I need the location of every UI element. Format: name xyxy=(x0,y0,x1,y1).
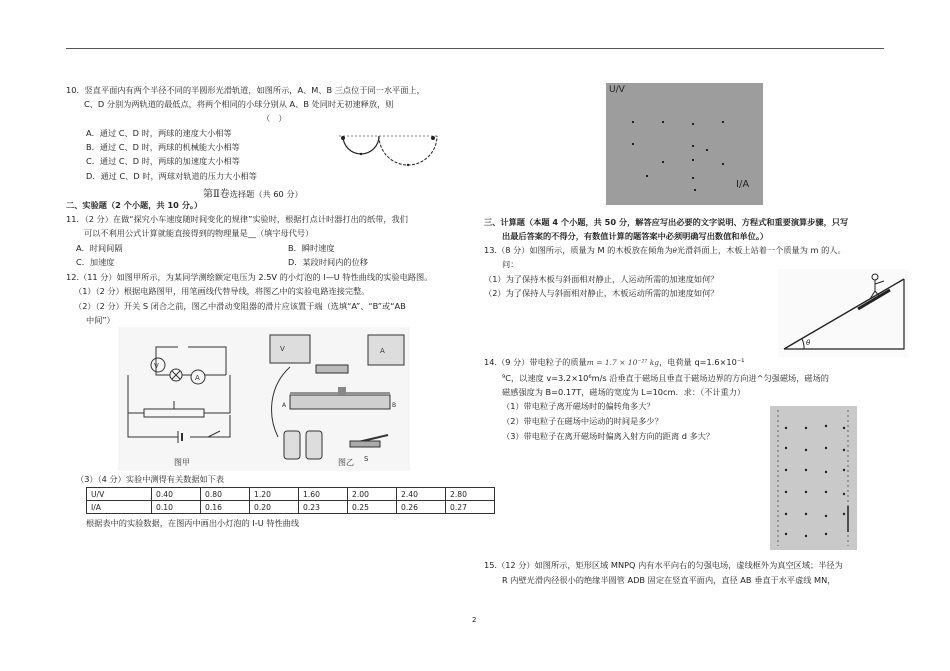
q14-line3: 磁感强度为 B=0.17T，磁场的宽度为 L=10cm．求：（不计重力） xyxy=(502,387,746,397)
svg-text:V: V xyxy=(280,345,285,353)
grid-dot xyxy=(646,175,648,177)
grid-dot xyxy=(632,121,634,123)
q11-option-c: C．加速度 xyxy=(76,257,115,267)
q15-line2: R 内壁光滑内径很小的绝缘半圆管 ADB 固定在竖直平面内，直径 AB 垂直于水平虚线 MN， xyxy=(502,575,836,585)
q13-sub1: （1）为了保持木板与斜面相对静止，人运动所需的加速度如何？ xyxy=(484,274,719,284)
header-rule xyxy=(66,48,884,49)
q14-line2: ⁹C，以速度 v=3.2×10⁶m/s 沿垂直于磁场且垂直于磁场边界的方向进^匀强磁场，磁场的 xyxy=(502,373,829,383)
calc-heading-line2: 出最后答案的不得分，有数值计算的题答案中必须明确写出数值和单位。） xyxy=(502,231,769,241)
q11-option-d: D．某段时间内的位移 xyxy=(288,257,368,267)
svg-text:S: S xyxy=(364,455,369,463)
q11-option-b: B．瞬时速度 xyxy=(288,243,335,253)
page-number: 2 xyxy=(472,616,477,624)
table-cell: 2.80 xyxy=(446,488,495,501)
q10-option-c: C．通过 C、D 时，两球的加速度大小相等 xyxy=(86,156,240,166)
magnetic-field-figure xyxy=(770,406,857,550)
q15-line1: 15.（12 分）如图所示，矩形区域 MNPQ 内有水平向右的匀强电场，虚线框外为真空区域；半径为 xyxy=(484,560,843,570)
plot-y-label: U/V xyxy=(609,85,625,95)
figure-yi-label: 图乙 xyxy=(338,458,354,467)
q12-line6: 根据表中的实验数据，在图丙中画出小灯泡的 I-U 特性曲线 xyxy=(86,518,300,528)
q12-line1: 12.（11 分）如图甲所示，为某同学测绘额定电压为 2.5V 的小灯泡的 I—U 特性曲线的实验电路图。 xyxy=(66,272,433,282)
q12-line4: 中间”） xyxy=(86,315,115,325)
table-cell: 0.80 xyxy=(201,488,250,501)
svg-text:θ: θ xyxy=(806,339,811,347)
table-cell: 0.20 xyxy=(250,501,299,514)
table-cell: U/V xyxy=(87,488,152,501)
table-cell: 2.40 xyxy=(397,488,446,501)
calc-heading-line1: 三、计算题（本题 4 个小题，共 50 分，解答应写出必要的文字说明、方程式和重要演算步骤，只写 xyxy=(484,217,849,227)
table-cell: 0.27 xyxy=(446,501,495,514)
q13-line2: 问： xyxy=(502,259,519,269)
table-cell: 0.25 xyxy=(348,501,397,514)
iu-data-table xyxy=(86,487,495,514)
circuit-figure xyxy=(118,327,410,471)
figure-jia-label: 图甲 xyxy=(174,458,190,467)
section2-title: 第Ⅱ卷选择题（共 60 分） xyxy=(203,189,303,200)
table-cell: 0.40 xyxy=(152,488,201,501)
table-cell: 0.26 xyxy=(397,501,446,514)
experiment-heading: 二、实验题（2 个小题，共 10 分。） xyxy=(66,200,203,210)
q10-line1: 10．竖直平面内有两个半径不同的半圆形光滑轨道，如图所示，A、M、B 三点位于同一水平面上， xyxy=(66,85,425,95)
plot-x-label: I/A xyxy=(736,179,750,190)
table-row xyxy=(87,488,495,501)
incline-person-figure xyxy=(778,269,908,357)
q11-line1: 11．（2 分）在做“探究小车速度随时间变化的规律”实验时，根据打点计时器打出的纸带，我们 xyxy=(66,214,408,224)
table-row xyxy=(87,501,495,514)
q10-line2: C、D 分别为两轨道的最低点，将两个相同的小球分别从 A、B 处同时无初速释放，则 xyxy=(84,99,394,109)
q11-line2: 可以不利用公式计算就能直接得到的物理量是__（填字母代号） xyxy=(84,228,314,238)
table-cell: 1.20 xyxy=(250,488,299,501)
q14-sub1: （1）带电粒子离开磁场时的偏转角多大？ xyxy=(502,401,655,411)
q14-line1: 14.（9 分）带电粒子的质量m = 1.7 × 10⁻²⁷ kg，电荷量 q=1.6×10⁻¹ xyxy=(484,357,745,367)
q10-paren: （ ） xyxy=(262,113,287,123)
svg-text:A: A xyxy=(380,347,385,355)
grid-dot xyxy=(722,121,724,123)
grid-dot xyxy=(722,163,724,165)
grid-dot xyxy=(692,123,694,125)
magnetic-field-dots xyxy=(770,406,857,550)
svg-text:A: A xyxy=(282,402,287,409)
table-cell: 1.60 xyxy=(299,488,348,501)
q14-sub3: （3）带电粒子在离开磁场时偏离入射方向的距离 d 多大？ xyxy=(502,431,715,441)
svg-text:B: B xyxy=(392,402,397,409)
q12-line2: （1）（2 分）根据电路图甲，用笔画线代替导线，将图乙中的实验电路连接完整。 xyxy=(74,286,370,296)
grid-dot xyxy=(694,189,696,191)
q10-option-b: B．通过 C、D 时，两球的机械能大小相等 xyxy=(86,142,240,152)
table-cell: I/A xyxy=(87,501,152,514)
q11-option-a: A．时间间隔 xyxy=(76,243,123,253)
q10-option-a: A．通过 C、D 时，两球的速度大小相等 xyxy=(86,128,232,138)
grid-dot xyxy=(692,145,694,147)
table-cell: 0.16 xyxy=(201,501,250,514)
table-cell: 0.23 xyxy=(299,501,348,514)
grid-dot xyxy=(662,161,664,163)
q10-option-d: D．通过 C、D 时，两球对轨道的压力大小相等 xyxy=(86,171,257,181)
q13-line1: 13.（8 分）如图所示，质量为 M 的木板放在倾角为θ光滑斜面上，木板上站着一个质量为 m 的人。 xyxy=(484,245,846,255)
q14-sub2: （2）带电粒子在磁场中运动的时间是多少？ xyxy=(502,416,663,426)
grid-dot xyxy=(632,143,634,145)
svg-text:V: V xyxy=(154,362,159,370)
table-cell: 2.00 xyxy=(348,488,397,501)
q12-line3: （2）（2 分）开关 S 闭合之前，图乙中滑动变阻器的滑片应该置于端（选填“A”、“B”或“AB xyxy=(74,301,406,311)
semicircle-tracks-figure xyxy=(337,130,441,172)
iu-plot-grid xyxy=(606,83,763,205)
grid-dot xyxy=(692,177,694,179)
q13-sub2: （2）为了保持人与斜面相对静止，木板运动所需的加速度如何？ xyxy=(484,288,719,298)
q12-line5: （3）（4 分）实验中测得有关数据如下表 xyxy=(76,474,225,484)
grid-dot xyxy=(662,121,664,123)
svg-text:A: A xyxy=(195,374,200,382)
table-cell: 0.10 xyxy=(152,501,201,514)
grid-dot xyxy=(692,159,694,161)
grid-dot xyxy=(706,149,708,151)
